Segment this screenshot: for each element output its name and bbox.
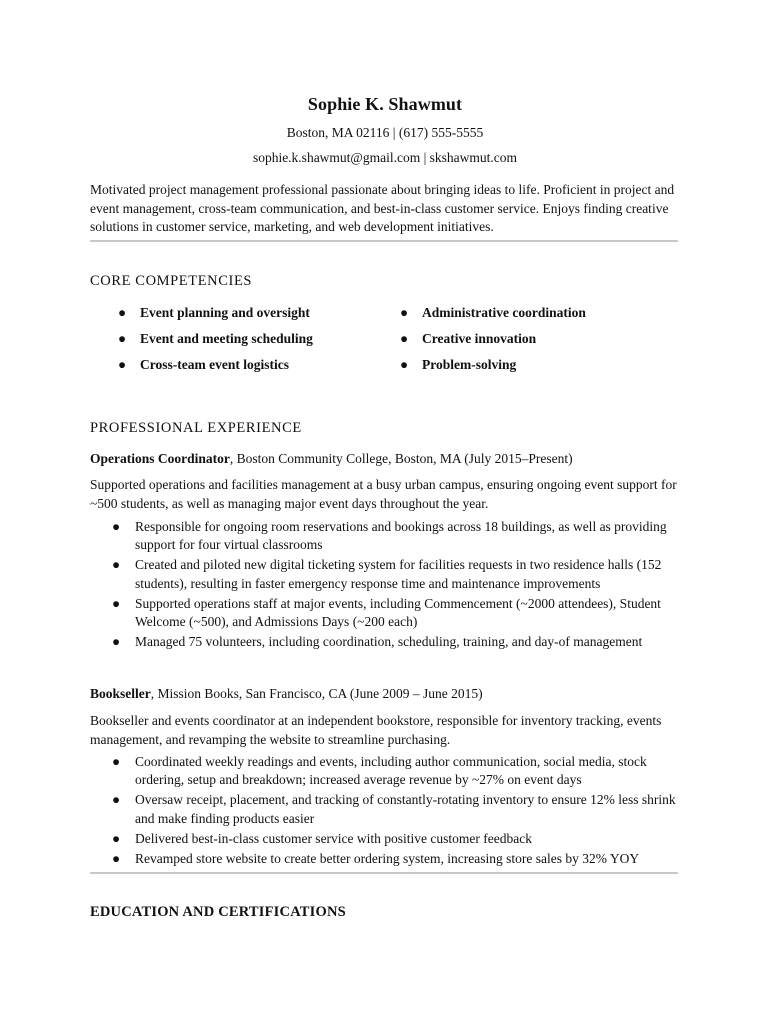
bullet-icon: ● [118,331,127,346]
bullet-icon: ● [400,357,409,372]
job-achievements-list [112,518,680,653]
contact-email-website: sophie.k.shawmut@gmail.com | skshawmut.com [252,150,518,165]
list-item: ● Oversaw receipt, placement, and tracking of constantly-rotating inventory to ensure 12% less shrink and make finding products easier [112,792,676,826]
job-achievements-list [112,753,680,870]
list-item: ● Revamped store website to create better ordering system, increasing store sales by 32% YOY [112,850,680,868]
list-item: ● Created and piloted new digital ticketing system for facilities requests in two residence halls (152 students), resulting in faster emergency response time and maintenance improvements [112,557,662,591]
list-item: ● Responsible for ongoing room reservations and bookings across 18 buildings, as well as providing support for four virtual classrooms [112,519,667,553]
bullet-icon: ● [112,634,121,650]
job-title-line [90,451,573,467]
bullet-icon: ● [400,305,409,320]
job-title: Operations Coordinator [90,451,230,466]
bullet-icon: ● [112,519,121,534]
bullet-icon: ● [112,595,121,611]
education-heading: EDUCATION AND CERTIFICATIONS [90,904,346,920]
candidate-name: Sophie K. Shawmut [307,94,463,114]
job-description: Bookseller and events coordinator at an independent bookstore, responsible for inventory tracking, events management, and revamping the website to streamline purchasing. [90,713,662,747]
contact-address-phone: Boston, MA 02116 | (617) 555-5555 [286,125,484,140]
bullet-icon: ● [112,851,121,867]
job-title-line [90,686,483,702]
bullet-icon: ● [112,754,121,769]
job-employer-dates: , Mission Books, San Francisco, CA (June 2009 – June 2015) [150,686,483,701]
job-description: Supported operations and facilities management at a busy urban campus, ensuring ongoing event support for ~500 students, as well as managing major event days throughout the year. [90,477,677,511]
bullet-icon: ● [112,830,121,846]
job-title: Bookseller [90,686,151,701]
list-item: ● Supported operations staff at major events, including Commencement (~2000 attendees), Student Welcome (~500), and Admissions Days (~200 each) [112,595,661,630]
professional-experience-heading: PROFESSIONAL EXPERIENCE [90,420,302,436]
section-divider [90,240,678,242]
professional-summary: Motivated project management professional passionate about bringing ideas to life. Proficient in project and event management, cross-team communication, and best-in-class customer service. Enjoys finding creative solutions in customer service, marketing, and web development initiatives. [90,182,675,234]
core-competencies-heading: CORE COMPETENCIES [90,273,253,289]
bullet-icon: ● [112,557,121,573]
section-divider [90,872,678,874]
list-item: ● Delivered best-in-class customer service with positive customer feedback [112,830,680,848]
bullet-icon: ● [118,357,127,372]
bullet-icon: ● [400,331,409,346]
job-employer-dates: , Boston Community College, Boston, MA (July 2015–Present) [229,451,573,466]
list-item: ● Coordinated weekly readings and events, including author communication, social media, stock ordering, setup and breakdown; increased average revenue by ~27% on event days [112,754,647,788]
list-item: ● Managed 75 volunteers, including coordination, scheduling, training, and day-of management [112,633,680,651]
bullet-icon: ● [112,792,121,808]
bullet-icon: ● [118,305,127,320]
